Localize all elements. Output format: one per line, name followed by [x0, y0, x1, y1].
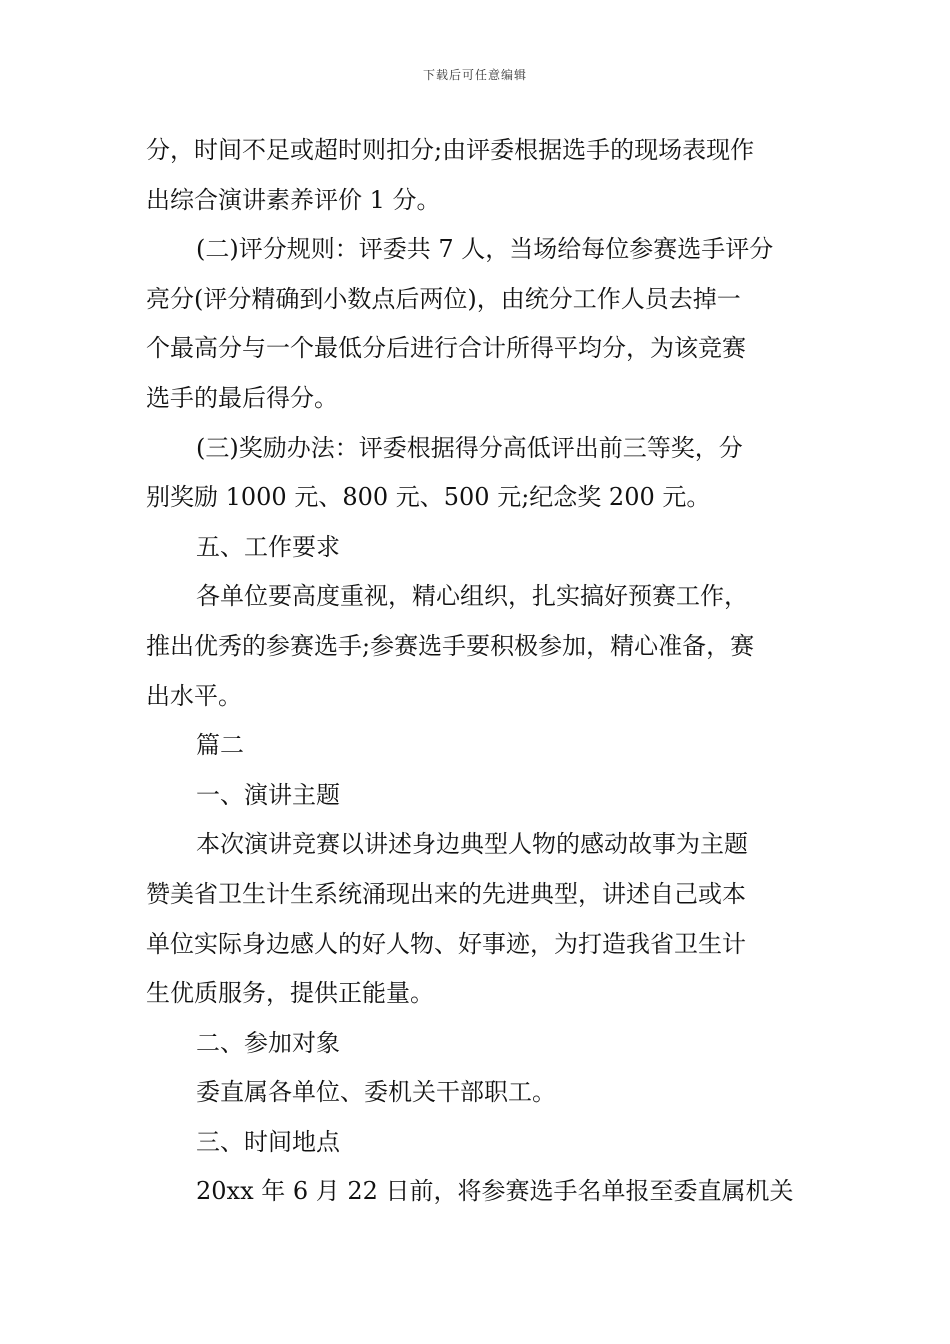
- section-heading: 二、参加对象: [196, 1028, 340, 1057]
- document-body: [146, 126, 808, 1217]
- section-heading: 三、时间地点: [196, 1127, 340, 1156]
- text-line: (二)评分规则：评委共 7 人，当场给每位参赛选手评分: [196, 235, 774, 264]
- text-line: 亮分(评分精确到小数点后两位)，由统分工作人员去掉一: [146, 284, 741, 313]
- text-line: 个最高分与一个最低分后进行合计所得平均分，为该竞赛: [146, 334, 746, 363]
- text-line: 单位实际身边感人的好人物、好事迹，为打造我省卫生计: [146, 929, 746, 958]
- text-line: 生优质服务，提供正能量。: [146, 979, 434, 1008]
- text-line: (三)奖励办法：评委根据得分高低评出前三等奖，分: [196, 433, 743, 462]
- text-line: 选手的最后得分。: [146, 383, 338, 412]
- text-line: 推出优秀的参赛选手;参赛选手要积极参加，精心准备，赛: [146, 631, 755, 660]
- section-heading: 一、演讲主题: [196, 780, 340, 809]
- text-line: 赞美省卫生计生系统涌现出来的先进典型，讲述自己或本: [146, 879, 746, 908]
- text-line: 出综合演讲素养评价 1 分。: [146, 185, 441, 214]
- text-line: 出水平。: [146, 681, 242, 710]
- text-line: 各单位要高度重视，精心组织，扎实搞好预赛工作，: [196, 582, 748, 611]
- text-line: 委直属各单位、委机关干部职工。: [196, 1078, 556, 1107]
- text-line: 别奖励 1000 元、800 元、500 元;纪念奖 200 元。: [146, 483, 711, 512]
- text-line: 分，时间不足或超时则扣分;由评委根据选手的现场表现作: [146, 136, 755, 164]
- text-line: 20xx 年 6 月 22 日前，将参赛选手名单报至委直属机关: [196, 1177, 794, 1206]
- section-heading: 五、工作要求: [196, 532, 340, 561]
- header-note: 下载后可任意编辑: [422, 68, 527, 82]
- text-line: 本次演讲竞赛以讲述身边典型人物的感动故事为主题: [196, 830, 748, 859]
- part-heading: 篇二: [196, 731, 244, 760]
